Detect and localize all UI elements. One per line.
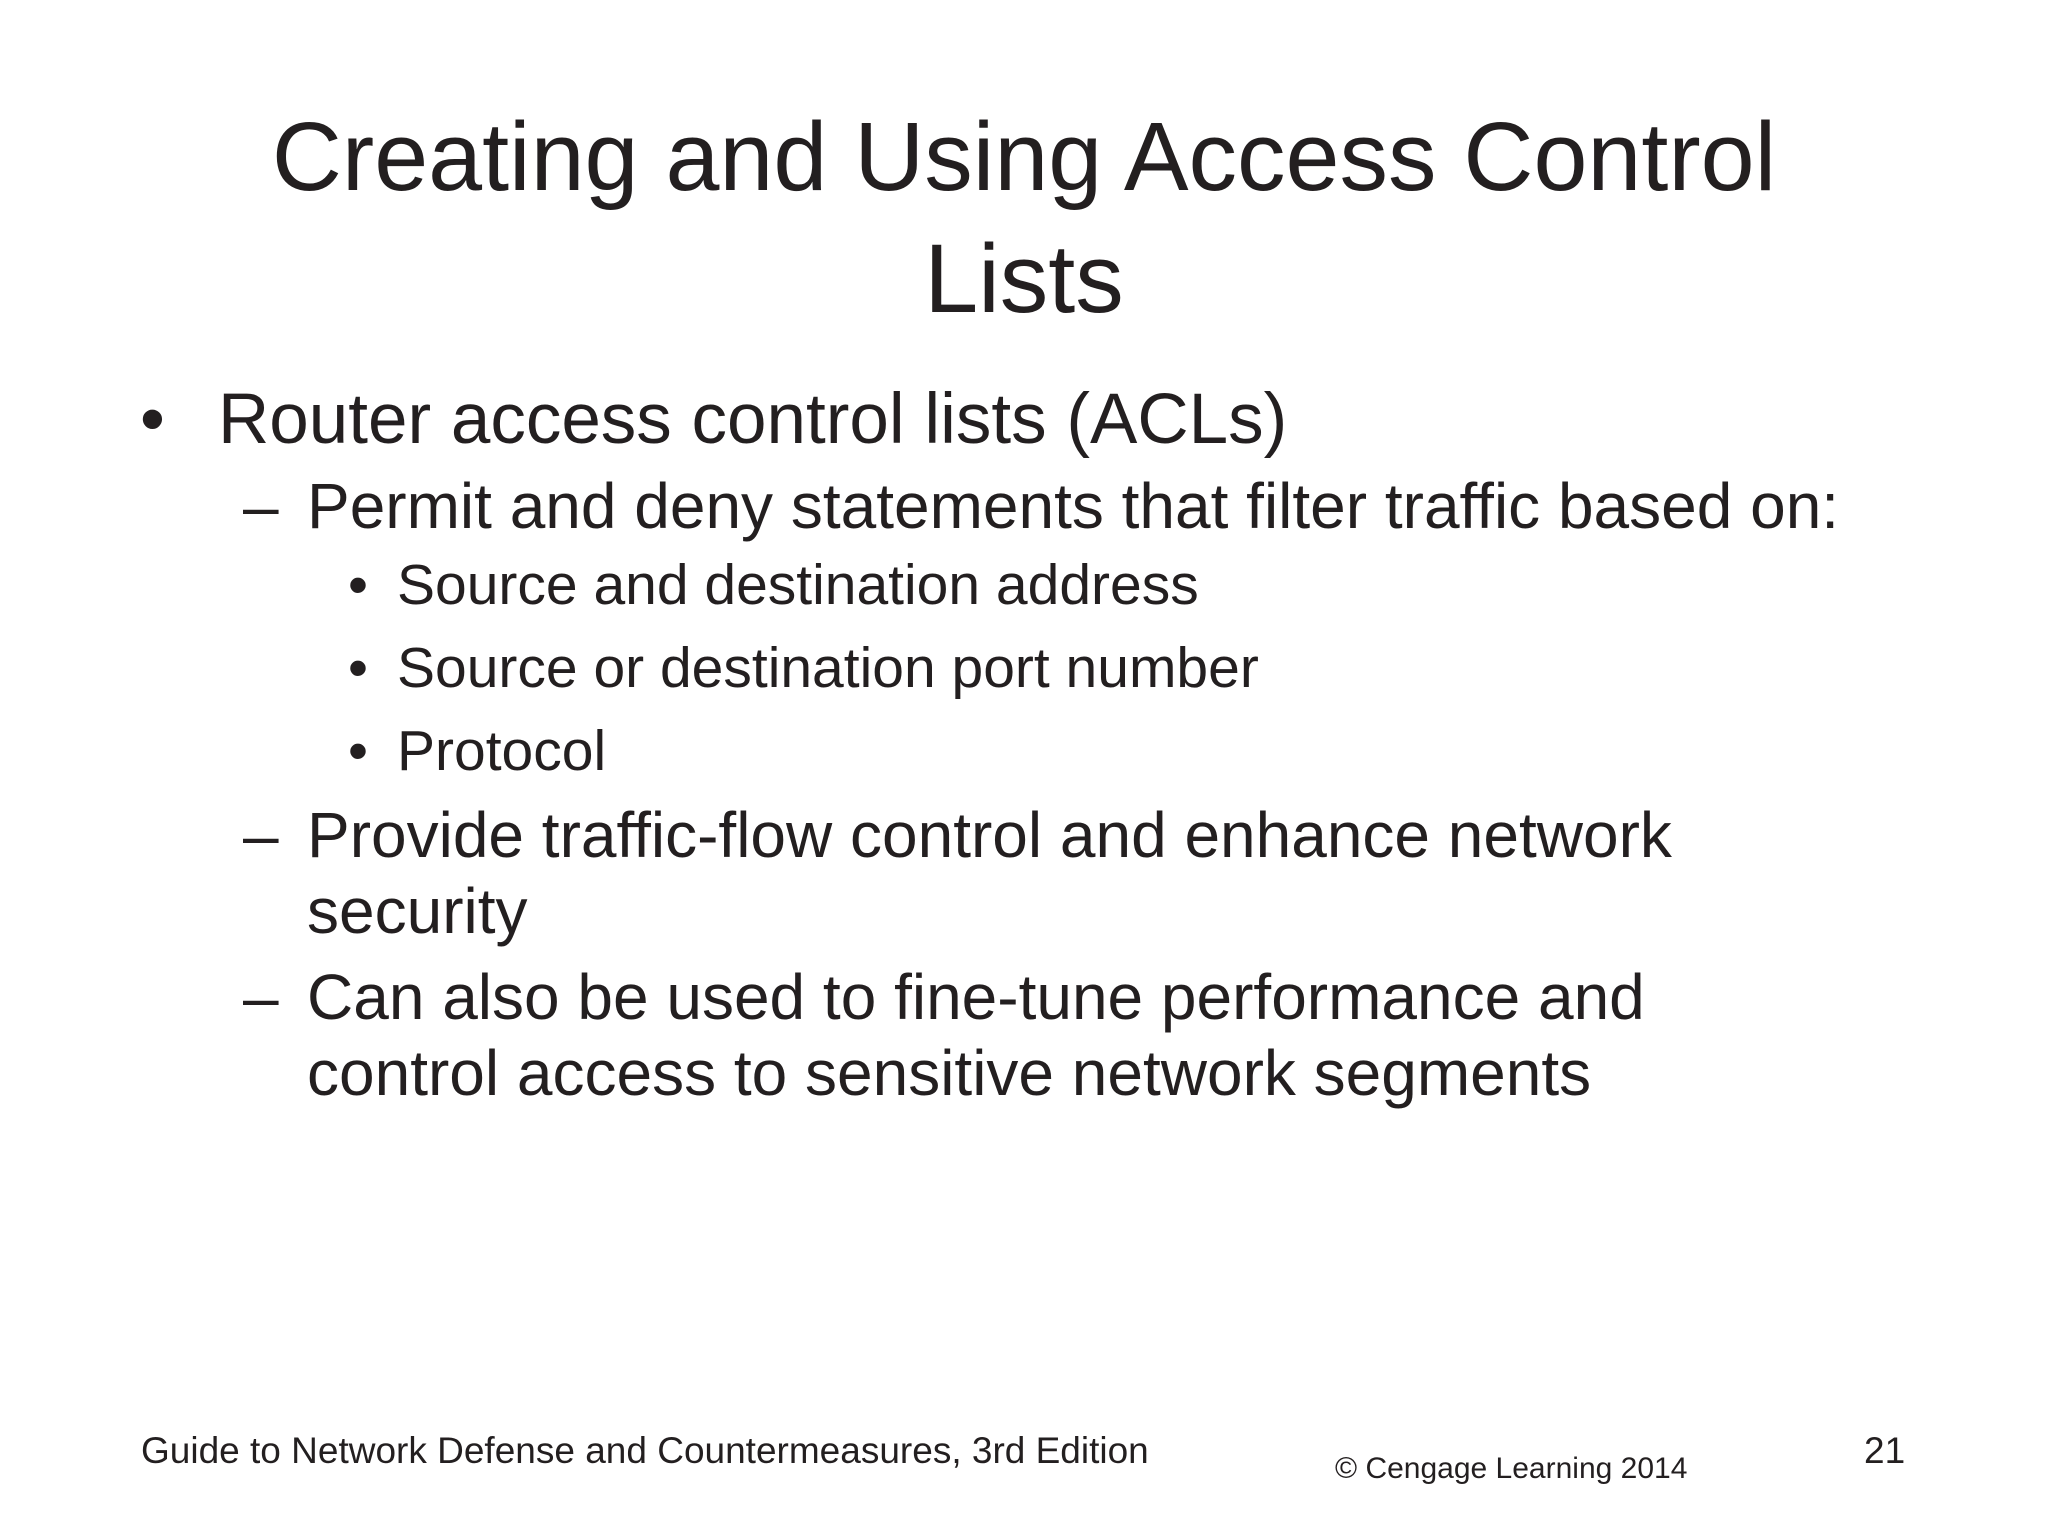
bullet-text: Permit and deny statements that filter traffic based on: <box>307 470 1840 542</box>
bullet-level1 <box>140 378 2020 462</box>
bullet-level2 <box>140 797 2020 949</box>
bullet-dot-icon: • <box>348 553 368 617</box>
bullet-level3 <box>140 710 2020 793</box>
bullet-text: Router access control lists (ACLs) <box>218 380 1288 459</box>
bullet-text: Source and destination address <box>397 553 1199 617</box>
bullet-text: Protocol <box>397 719 607 783</box>
bullet-level3 <box>140 627 2020 710</box>
dash-icon: – <box>243 470 279 542</box>
footer-book-title: Guide to Network Defense and Countermeasures, 3rd Edition <box>141 1430 1149 1471</box>
slide-body <box>140 378 2020 1111</box>
slide-title-line-2: Lists <box>924 224 1124 333</box>
bullet-text-line-2: security <box>307 875 528 947</box>
footer-page-number: 21 <box>1864 1430 1906 1471</box>
footer-copyright: © Cengage Learning 2014 <box>1335 1452 1688 1485</box>
bullet-level2 <box>140 959 2020 1111</box>
bullet-text-line-2: control access to sensitive network segments <box>307 1037 1592 1109</box>
bullet-text: Source or destination port number <box>397 636 1259 700</box>
bullet-level3 <box>140 544 2020 627</box>
slide-title-line-1: Creating and Using Access Control <box>271 102 1777 211</box>
bullet-text-line-1: Provide traffic-flow control and enhance network <box>307 799 1672 871</box>
bullet-dot-icon: • <box>140 380 165 459</box>
bullet-dot-icon: • <box>348 636 368 700</box>
dash-icon: – <box>243 961 279 1033</box>
bullet-text-line-1: Can also be used to fine-tune performance and <box>307 961 1645 1033</box>
slide-title <box>0 96 2048 340</box>
bullet-level2 <box>140 468 2020 544</box>
dash-icon: – <box>243 799 279 871</box>
bullet-dot-icon: • <box>348 719 368 783</box>
